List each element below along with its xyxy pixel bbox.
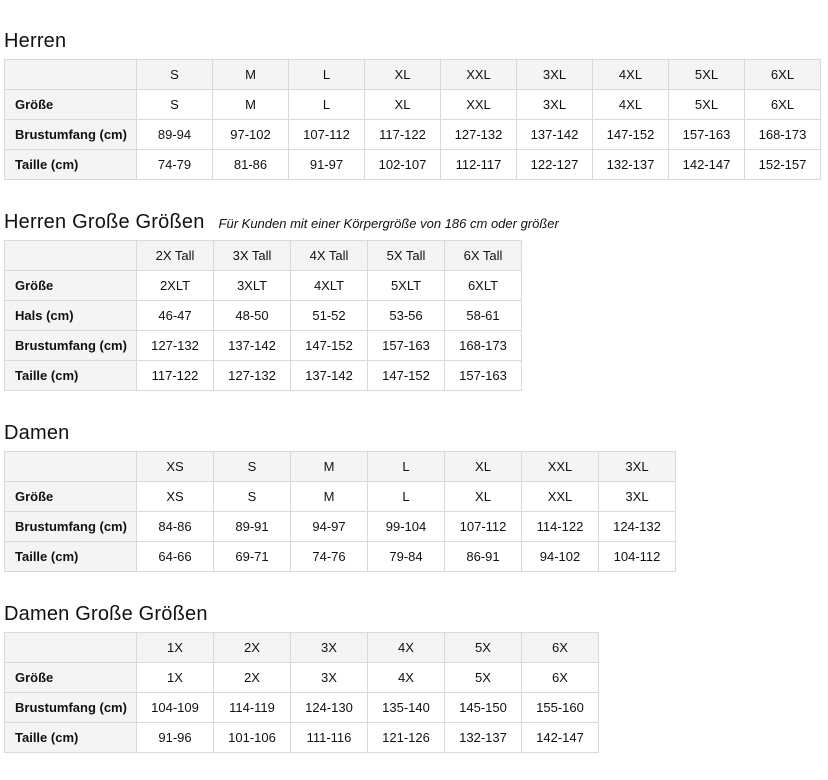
size-value: 51-52	[291, 301, 368, 331]
table-row	[5, 512, 676, 542]
size-value: 142-147	[669, 150, 745, 180]
size-value: 107-112	[445, 512, 522, 542]
size-value: 111-116	[291, 723, 368, 753]
size-value: 91-96	[137, 723, 214, 753]
table-row	[5, 482, 676, 512]
size-table	[4, 240, 522, 391]
corner-cell	[5, 60, 137, 90]
header-row	[5, 633, 599, 663]
row-label: Brustumfang (cm)	[5, 512, 137, 542]
size-value: 114-119	[214, 693, 291, 723]
column-header: L	[289, 60, 365, 90]
size-value: XL	[365, 90, 441, 120]
size-value: 91-97	[289, 150, 365, 180]
column-header: M	[213, 60, 289, 90]
size-value: 5XLT	[368, 271, 445, 301]
size-value: 6X	[522, 663, 599, 693]
size-value: 97-102	[213, 120, 289, 150]
header-row	[5, 452, 676, 482]
size-chart-section	[4, 210, 822, 391]
size-table-head	[5, 633, 599, 663]
size-value: 4X	[368, 663, 445, 693]
size-value: 142-147	[522, 723, 599, 753]
table-row	[5, 723, 599, 753]
size-chart-page	[4, 29, 822, 753]
column-header: L	[368, 452, 445, 482]
size-value: 1X	[137, 663, 214, 693]
size-value: 168-173	[445, 331, 522, 361]
size-value: 86-91	[445, 542, 522, 572]
size-value: 46-47	[137, 301, 214, 331]
column-header: XXL	[522, 452, 599, 482]
size-value: 137-142	[517, 120, 593, 150]
size-table-head	[5, 452, 676, 482]
column-header: 2X Tall	[137, 241, 214, 271]
size-value: 168-173	[745, 120, 821, 150]
size-value: 117-122	[365, 120, 441, 150]
size-value: XXL	[522, 482, 599, 512]
size-value: 135-140	[368, 693, 445, 723]
row-label: Brustumfang (cm)	[5, 693, 137, 723]
section-heading-row	[4, 602, 822, 626]
size-value: 2X	[214, 663, 291, 693]
size-value: 6XLT	[445, 271, 522, 301]
column-header: XL	[365, 60, 441, 90]
table-row	[5, 150, 821, 180]
column-header: 6XL	[745, 60, 821, 90]
column-header: 2X	[214, 633, 291, 663]
size-value: 157-163	[669, 120, 745, 150]
size-value: 64-66	[137, 542, 214, 572]
size-table-body	[5, 663, 599, 753]
column-header: 5XL	[669, 60, 745, 90]
size-value: 94-102	[522, 542, 599, 572]
size-value: 137-142	[214, 331, 291, 361]
size-value: 79-84	[368, 542, 445, 572]
size-value: M	[291, 482, 368, 512]
column-header: 3X	[291, 633, 368, 663]
row-label: Größe	[5, 271, 137, 301]
size-value: 112-117	[441, 150, 517, 180]
size-table-body	[5, 482, 676, 572]
size-value: 99-104	[368, 512, 445, 542]
column-header: 6X	[522, 633, 599, 663]
size-value: XXL	[441, 90, 517, 120]
corner-cell	[5, 241, 137, 271]
size-value: 69-71	[214, 542, 291, 572]
size-value: 127-132	[137, 331, 214, 361]
table-row	[5, 90, 821, 120]
size-table-head	[5, 60, 821, 90]
header-row	[5, 60, 821, 90]
size-table-head	[5, 241, 522, 271]
size-value: 104-112	[599, 542, 676, 572]
column-header: 3XL	[517, 60, 593, 90]
table-row	[5, 271, 522, 301]
size-value: 4XL	[593, 90, 669, 120]
size-value: 117-122	[137, 361, 214, 391]
table-row	[5, 301, 522, 331]
size-value: L	[289, 90, 365, 120]
size-value: 114-122	[522, 512, 599, 542]
size-value: 127-132	[441, 120, 517, 150]
size-value: S	[137, 90, 213, 120]
column-header: 4X Tall	[291, 241, 368, 271]
corner-cell	[5, 633, 137, 663]
size-value: 127-132	[214, 361, 291, 391]
size-value: 53-56	[368, 301, 445, 331]
table-row	[5, 361, 522, 391]
size-value: 124-130	[291, 693, 368, 723]
size-value: 3XL	[517, 90, 593, 120]
size-value: XS	[137, 482, 214, 512]
size-value: 155-160	[522, 693, 599, 723]
row-label: Taille (cm)	[5, 361, 137, 391]
column-header: M	[291, 452, 368, 482]
row-label: Brustumfang (cm)	[5, 331, 137, 361]
size-value: XL	[445, 482, 522, 512]
size-value: 74-76	[291, 542, 368, 572]
corner-cell	[5, 452, 137, 482]
size-chart-section	[4, 421, 822, 572]
column-header: 3X Tall	[214, 241, 291, 271]
row-label: Hals (cm)	[5, 301, 137, 331]
section-heading-row	[4, 421, 822, 445]
row-label: Größe	[5, 90, 137, 120]
size-value: 101-106	[214, 723, 291, 753]
table-row	[5, 663, 599, 693]
size-table-body	[5, 90, 821, 180]
section-heading-row	[4, 29, 822, 53]
column-header: 5X	[445, 633, 522, 663]
size-value: 5X	[445, 663, 522, 693]
section-title: Damen Große Größen	[4, 603, 208, 625]
section-title: Herren	[4, 30, 67, 52]
size-table	[4, 59, 821, 180]
size-value: 84-86	[137, 512, 214, 542]
section-title: Herren Große Größen	[4, 211, 205, 233]
size-value: 4XLT	[291, 271, 368, 301]
column-header: 3XL	[599, 452, 676, 482]
section-title: Damen	[4, 422, 70, 444]
column-header: 6X Tall	[445, 241, 522, 271]
section-heading-row	[4, 210, 822, 234]
size-value: 94-97	[291, 512, 368, 542]
size-value: 137-142	[291, 361, 368, 391]
column-header: 5X Tall	[368, 241, 445, 271]
size-value: 102-107	[365, 150, 441, 180]
size-value: 89-94	[137, 120, 213, 150]
size-value: 121-126	[368, 723, 445, 753]
table-row	[5, 542, 676, 572]
size-value: 147-152	[291, 331, 368, 361]
column-header: 1X	[137, 633, 214, 663]
column-header: S	[214, 452, 291, 482]
size-value: 147-152	[368, 361, 445, 391]
size-value: 132-137	[445, 723, 522, 753]
row-label: Taille (cm)	[5, 542, 137, 572]
row-label: Taille (cm)	[5, 150, 137, 180]
size-value: 124-132	[599, 512, 676, 542]
size-value: 2XLT	[137, 271, 214, 301]
size-chart-section	[4, 602, 822, 753]
column-header: XXL	[441, 60, 517, 90]
size-value: 5XL	[669, 90, 745, 120]
size-value: 157-163	[445, 361, 522, 391]
size-value: 147-152	[593, 120, 669, 150]
table-row	[5, 693, 599, 723]
size-value: 74-79	[137, 150, 213, 180]
size-value: 3X	[291, 663, 368, 693]
column-header: S	[137, 60, 213, 90]
column-header: XL	[445, 452, 522, 482]
column-header: 4XL	[593, 60, 669, 90]
column-header: 4X	[368, 633, 445, 663]
column-header: XS	[137, 452, 214, 482]
row-label: Brustumfang (cm)	[5, 120, 137, 150]
row-label: Größe	[5, 663, 137, 693]
table-row	[5, 331, 522, 361]
size-value: 48-50	[214, 301, 291, 331]
size-value: 3XLT	[214, 271, 291, 301]
size-value: 104-109	[137, 693, 214, 723]
row-label: Größe	[5, 482, 137, 512]
section-subtitle: Für Kunden mit einer Körpergröße von 186 cm oder größer	[218, 216, 559, 231]
size-value: 6XL	[745, 90, 821, 120]
size-table	[4, 451, 676, 572]
size-value: L	[368, 482, 445, 512]
size-value: M	[213, 90, 289, 120]
row-label: Taille (cm)	[5, 723, 137, 753]
size-value: 89-91	[214, 512, 291, 542]
size-chart-section	[4, 29, 822, 180]
size-value: 157-163	[368, 331, 445, 361]
size-table	[4, 632, 599, 753]
size-value: 132-137	[593, 150, 669, 180]
size-value: 81-86	[213, 150, 289, 180]
size-value: 152-157	[745, 150, 821, 180]
size-table-body	[5, 271, 522, 391]
size-value: 58-61	[445, 301, 522, 331]
table-row	[5, 120, 821, 150]
header-row	[5, 241, 522, 271]
size-value: 122-127	[517, 150, 593, 180]
size-value: 107-112	[289, 120, 365, 150]
size-value: 3XL	[599, 482, 676, 512]
size-value: 145-150	[445, 693, 522, 723]
size-value: S	[214, 482, 291, 512]
